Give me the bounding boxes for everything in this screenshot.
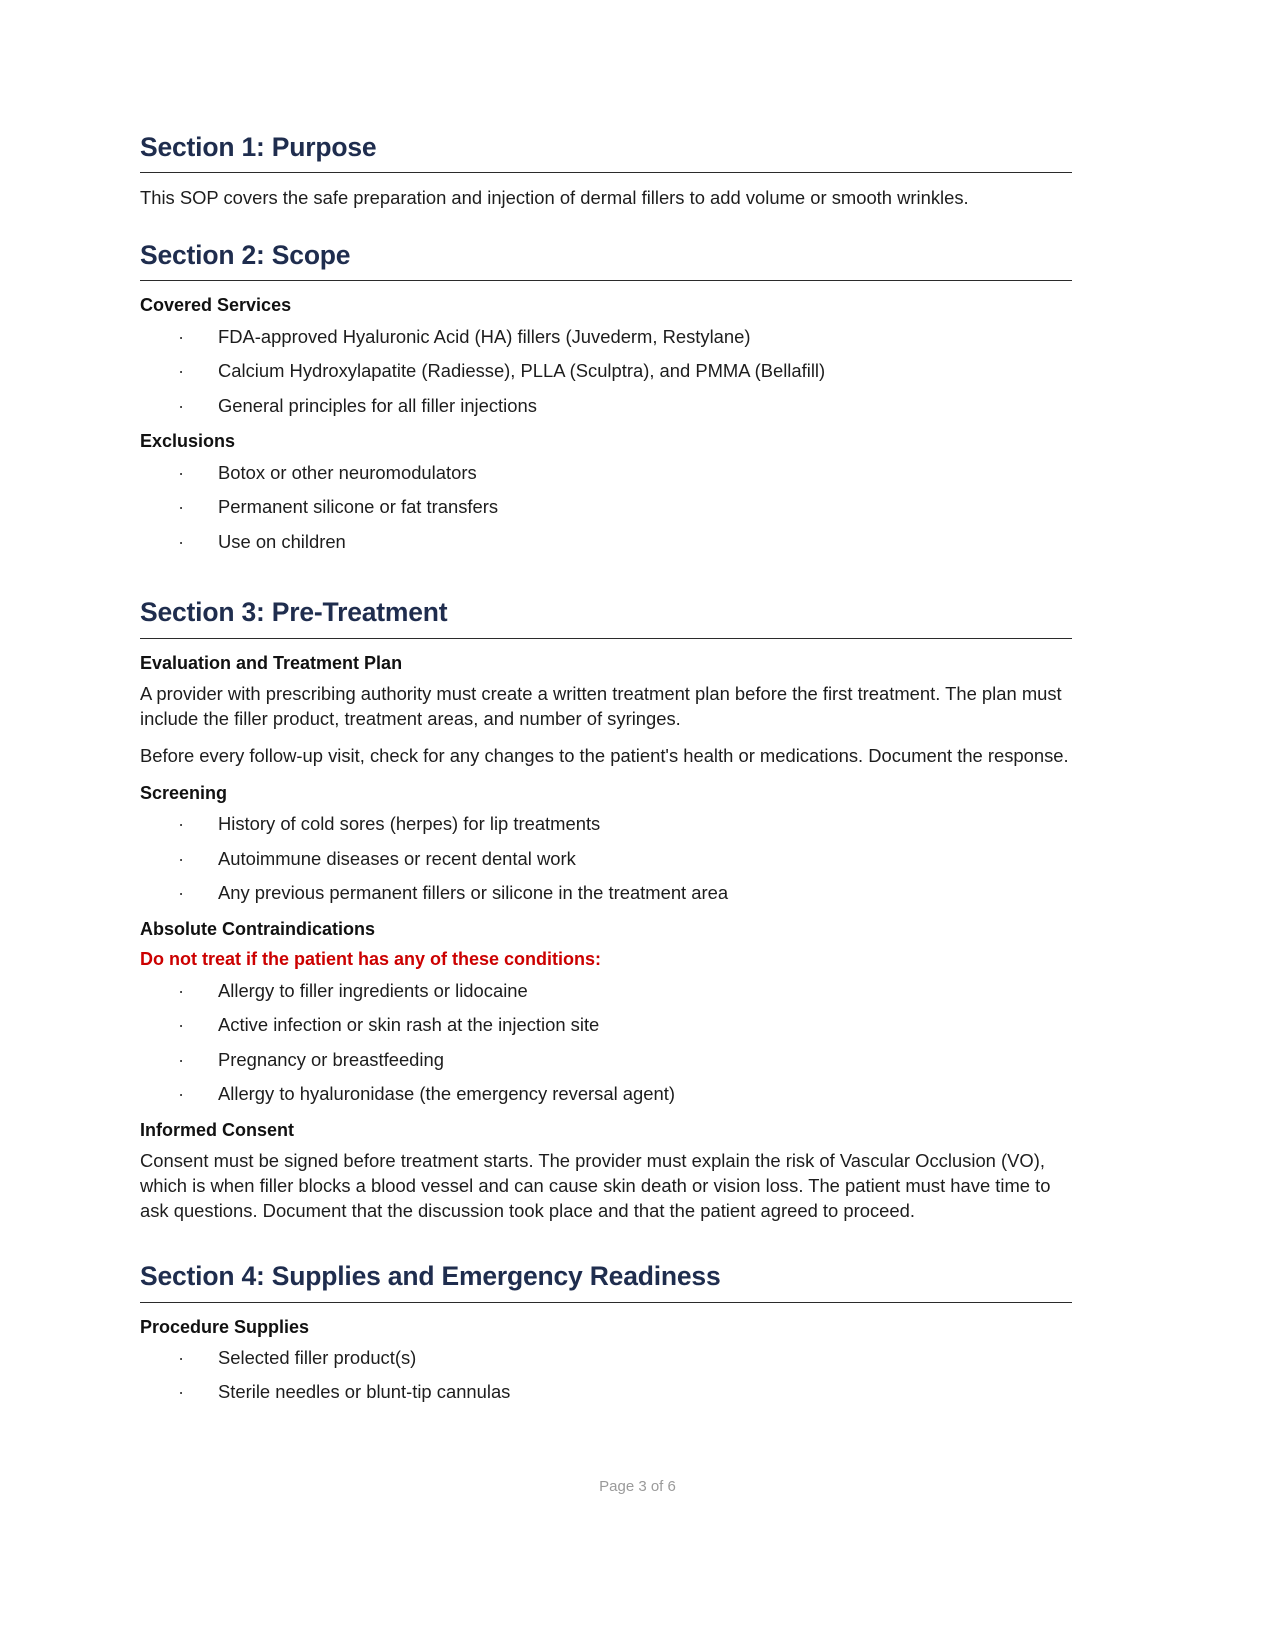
bullet-icon: · [178, 1014, 185, 1036]
list-item-label: General principles for all filler injections [218, 394, 537, 416]
bullet-icon: · [178, 1048, 185, 1070]
spacer [140, 559, 1072, 597]
list-item-label: Calcium Hydroxylapatite (Radiesse), PLLA (Sculptra), and PMMA (Bellafill) [218, 360, 826, 382]
list-item [140, 1048, 1072, 1072]
list-item [140, 394, 1072, 418]
list-item-label: Allergy to hyaluronidase (the emergency reversal agent) [218, 1083, 675, 1105]
consent-heading: Informed Consent [140, 1119, 295, 1140]
list-item [140, 325, 1072, 349]
bullet-icon: · [178, 394, 185, 416]
list-item [140, 847, 1072, 871]
bullet-icon: · [178, 847, 185, 869]
list-item-label: Active infection or skin rash at the injection site [218, 1014, 600, 1036]
bullet-icon: · [178, 1381, 185, 1403]
procedure-supplies-list [140, 1346, 1072, 1404]
section-3-title: Section 3: Pre-Treatment [140, 597, 448, 628]
contraindications-list [140, 979, 1072, 1106]
page-footer [0, 1478, 1275, 1496]
contraindications-heading: Absolute Contraindications [140, 918, 376, 939]
screening-list [140, 812, 1072, 905]
list-item [140, 1380, 1072, 1404]
section-1-divider [140, 172, 1072, 173]
exclusions-list [140, 461, 1072, 554]
section-scope [140, 240, 1072, 553]
covered-services-list [140, 325, 1072, 418]
list-item-label: FDA-approved Hyaluronic Acid (HA) fillers (Juvederm, Restylane) [218, 325, 751, 347]
section-2-divider [140, 280, 1072, 281]
section-pre-treatment [140, 597, 1072, 1223]
purpose-paragraph: This SOP covers the safe preparation and injection of dermal fillers to add volume or smooth wrinkles. [140, 187, 969, 209]
list-item-label: Sterile needles or blunt-tip cannulas [218, 1381, 511, 1403]
list-item-label: Allergy to filler ingredients or lidocaine [218, 979, 528, 1001]
contraindications-warning: Do not treat if the patient has any of these conditions: [140, 949, 602, 970]
bullet-icon: · [178, 461, 185, 483]
evaluation-paragraph-2: Before every follow-up visit, check for any changes to the patient's health or medications. Document the response. [140, 745, 1069, 767]
list-item [140, 359, 1072, 383]
list-item [140, 1346, 1072, 1370]
spacer [140, 423, 1072, 430]
list-item-label: Permanent silicone or fat transfers [218, 496, 499, 518]
spacer [140, 211, 1072, 240]
procedure-supplies-heading: Procedure Supplies [140, 1316, 310, 1337]
list-item [140, 881, 1072, 905]
consent-paragraph: Consent must be signed before treatment starts. The provider must explain the risk of Vascular Occlusion (VO), which is when filler blocks a blood vessel and can cause skin death or vision loss. The patient must have time to ask questions. Document that the discussion took place and that the patient agreed to proceed. [140, 1150, 1051, 1221]
list-item [140, 1082, 1072, 1106]
section-purpose [140, 132, 1072, 211]
list-item [140, 1013, 1072, 1037]
section-2-title: Section 2: Scope [140, 239, 351, 270]
bullet-icon: · [178, 813, 185, 835]
list-item [140, 530, 1072, 554]
section-4-divider [140, 1302, 1072, 1303]
covered-services-heading: Covered Services [140, 295, 292, 316]
list-item-label: Pregnancy or breastfeeding [218, 1048, 444, 1070]
list-item-label: Selected filler product(s) [218, 1346, 417, 1368]
bullet-icon: · [178, 496, 185, 518]
list-item-label: Botox or other neuromodulators [218, 461, 477, 483]
bullet-icon: · [178, 1083, 185, 1105]
exclusions-heading: Exclusions [140, 431, 236, 452]
list-item [140, 461, 1072, 485]
page-number: Page 3 of 6 [599, 1478, 676, 1495]
section-1-title: Section 1: Purpose [140, 132, 377, 162]
document-content [140, 132, 1072, 1410]
section-3-divider [140, 638, 1072, 639]
bullet-icon: · [178, 882, 185, 904]
list-item-label: Autoimmune diseases or recent dental work [218, 847, 576, 869]
bullet-icon: · [178, 530, 185, 552]
bullet-icon: · [178, 325, 185, 347]
spacer [140, 1112, 1072, 1119]
list-item [140, 495, 1072, 519]
list-item-label: History of cold sores (herpes) for lip treatments [218, 813, 601, 835]
spacer [140, 1223, 1072, 1261]
bullet-icon: · [178, 360, 185, 382]
list-item-label: Use on children [218, 530, 346, 552]
spacer [140, 911, 1072, 918]
screening-heading: Screening [140, 782, 228, 803]
list-item-label: Any previous permanent fillers or silicone in the treatment area [218, 882, 729, 904]
section-4-title: Section 4: Supplies and Emergency Readiness [140, 1261, 721, 1292]
bullet-icon: · [178, 1346, 185, 1368]
evaluation-paragraph-1: A provider with prescribing authority must create a written treatment plan before the first treatment. The plan must include the filler product, treatment areas, and number of syringes. [140, 682, 1062, 729]
list-item [140, 979, 1072, 1003]
bullet-icon: · [178, 979, 185, 1001]
evaluation-heading: Evaluation and Treatment Plan [140, 652, 403, 673]
section-supplies [140, 1261, 1072, 1404]
list-item [140, 812, 1072, 836]
